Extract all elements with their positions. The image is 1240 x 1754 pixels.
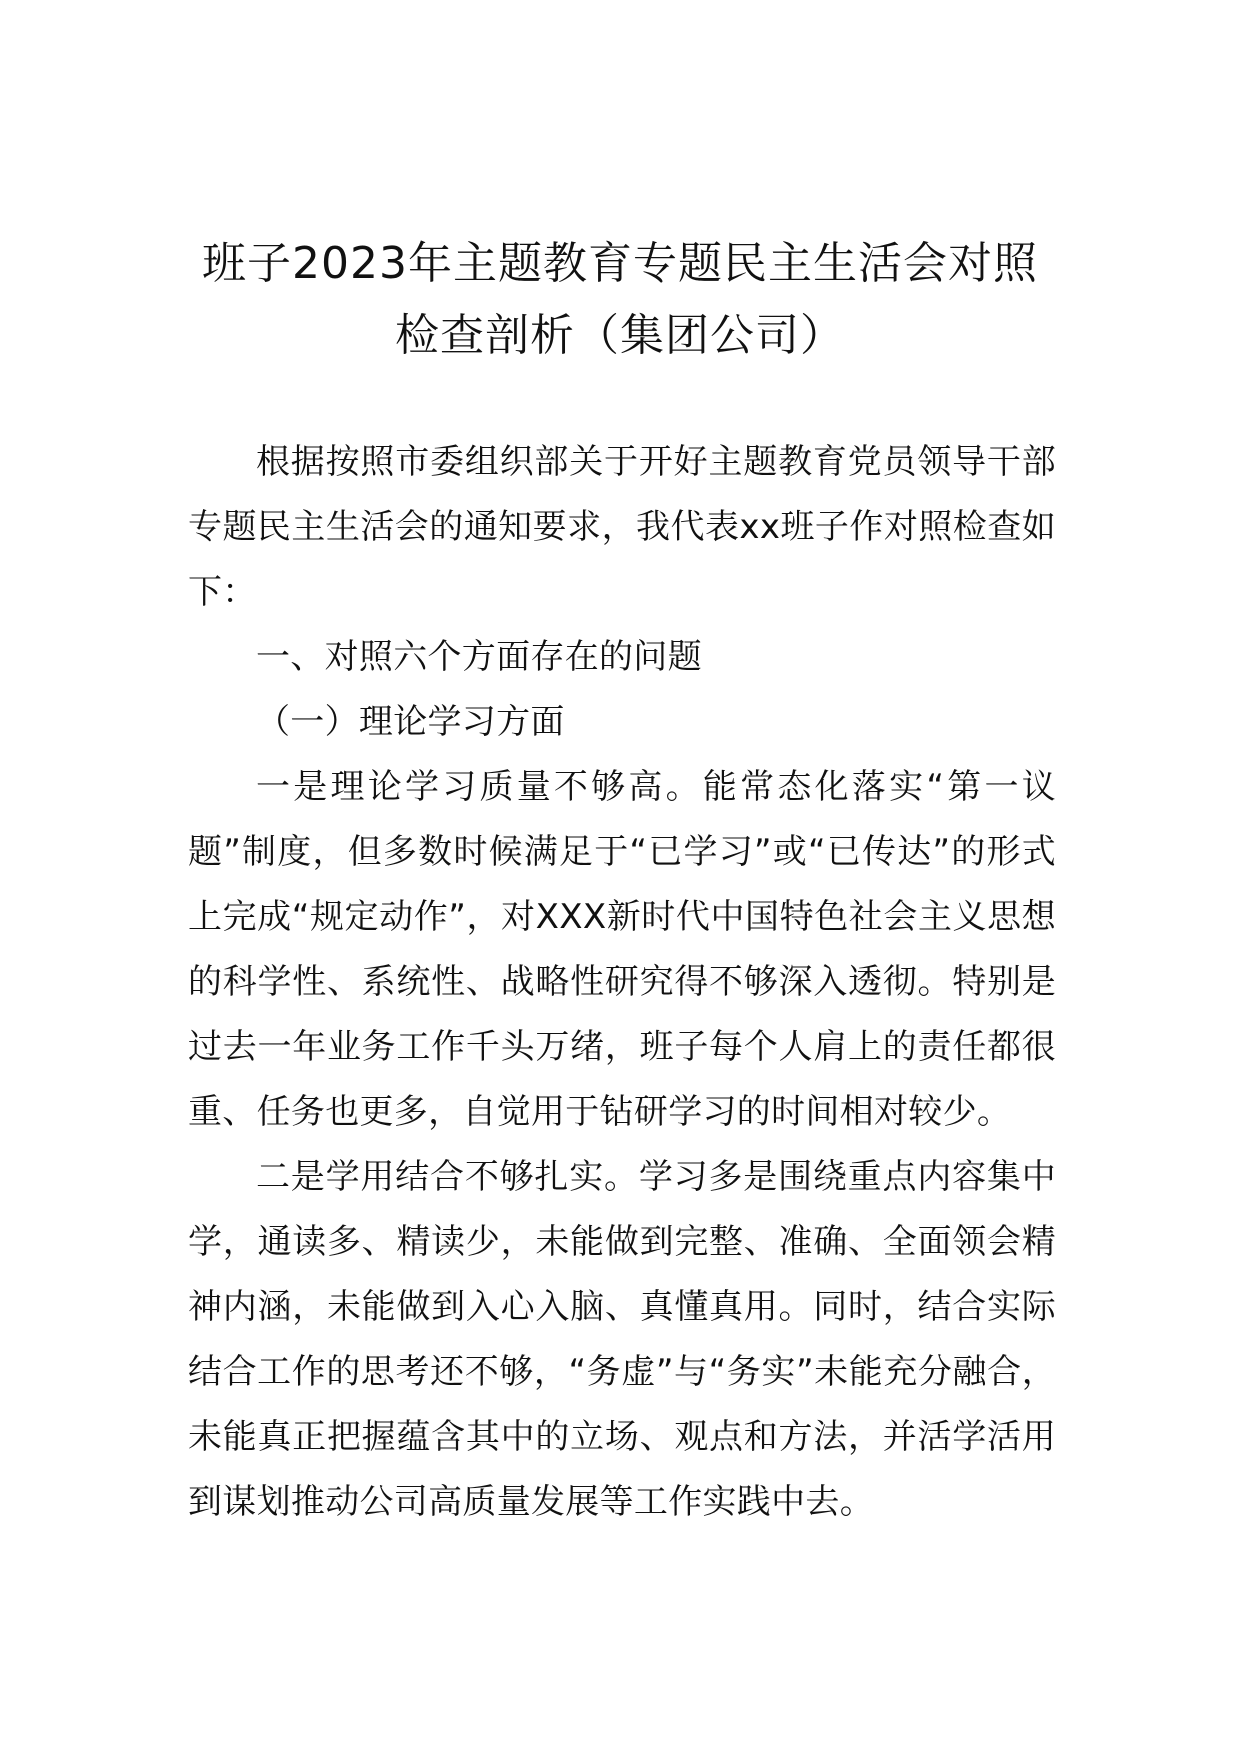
subsection-heading: （一）理论学习方面 (256, 702, 565, 742)
document-title (150, 228, 1090, 372)
title-line-1: 班子2023年主题教育专题民主生活会对照 (202, 238, 1038, 289)
paragraph-1: 一是理论学习质量不够高。能常态化落实“第一议题”制度，但多数时候满足于“已学习”或“已传达”的形式上完成“规定动作”，对XXX新时代中国特色社会主义思想的科学性、系统性、战略性研究得不够深入透彻。特别是过去一年业务工作千头万绪，班子每个人肩上的责任都很重、任务也更多，自觉用于钻研学习的时间相对较少。 (188, 767, 1056, 1132)
section-heading: 一、对照六个方面存在的问题 (256, 637, 702, 677)
document-body (188, 430, 1056, 1535)
intro-paragraph: 根据按照市委组织部关于开好主题教育党员领导干部专题民主生活会的通知要求，我代表xx班子作对照检查如下： (188, 442, 1056, 612)
paragraph-2: 二是学用结合不够扎实。学习多是围绕重点内容集中学，通读多、精读少，未能做到完整、准确、全面领会精神内涵，未能做到入心入脑、真懂真用。同时，结合实际结合工作的思考还不够，“务虚”与“务实”未能充分融合，未能真正把握蕴含其中的立场、观点和方法，并活学活用到谋划推动公司高质量发展等工作实践中去。 (188, 1157, 1056, 1522)
title-line-2: 检查剖析（集团公司） (395, 310, 845, 361)
